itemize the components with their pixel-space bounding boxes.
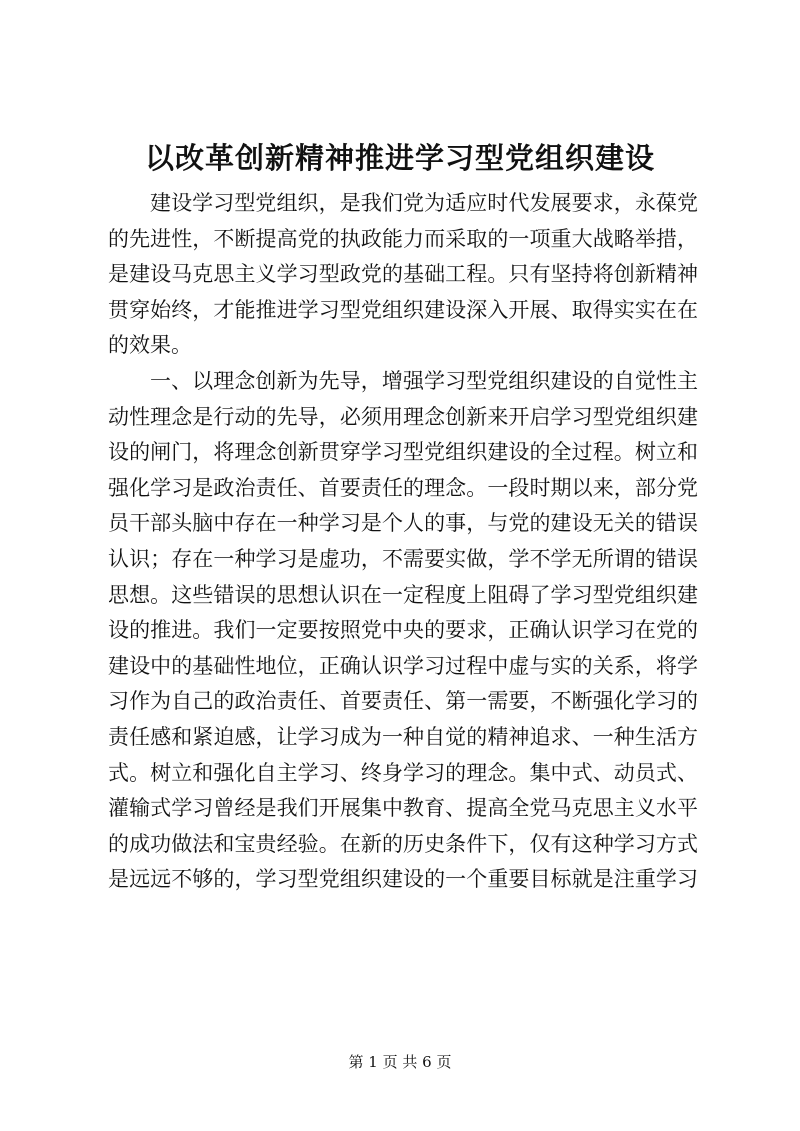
paragraph-2-line-10: 习作为自己的政治责任、首要责任、第一需要，不断强化学习的 bbox=[108, 689, 698, 714]
paragraph-2-line-11: 责任感和紧迫感，让学习成为一种自觉的精神追求、一种生活方 bbox=[108, 724, 698, 749]
paragraph-1-line-4: 贯穿始终，才能推进学习型党组织建设深入开展、取得实实在在 bbox=[108, 297, 698, 322]
paragraph-2-line-1: 一、以理念创新为先导，增强学习型党组织建设的自觉性主 bbox=[150, 368, 698, 393]
page-number-footer: 第 1 页 共 6 页 bbox=[348, 1053, 452, 1071]
paragraph-1-line-1: 建设学习型党组织，是我们党为适应时代发展要求，永葆党 bbox=[150, 191, 698, 215]
paragraph-2-line-4: 强化学习是政治责任、首要责任的理念。一段时期以来，部分党 bbox=[108, 475, 698, 500]
paragraph-2-line-3: 设的闸门，将理念创新贯穿学习型党组织建设的全过程。树立和 bbox=[108, 440, 698, 465]
paragraph-2-line-13: 灌输式学习曾经是我们开展集中教育、提高全党马克思主义水平 bbox=[108, 796, 698, 821]
paragraph-1-line-3: 是建设马克思主义学习型政党的基础工程。只有坚持将创新精神 bbox=[108, 262, 698, 287]
paragraph-2-line-6: 认识；存在一种学习是虚功，不需要实做，学不学无所谓的错误 bbox=[108, 546, 698, 571]
paragraph-2-line-12: 式。树立和强化自主学习、终身学习的理念。集中式、动员式、 bbox=[108, 760, 698, 785]
paragraph-1-line-5: 的效果。 bbox=[108, 333, 192, 358]
paragraph-2-line-2: 动性理念是行动的先导，必须用理念创新来开启学习型党组织建 bbox=[108, 404, 698, 429]
paragraph-2-line-14: 的成功做法和宝贵经验。在新的历史条件下，仅有这种学习方式 bbox=[108, 831, 698, 856]
paragraph-2-line-15: 是远远不够的，学习型党组织建设的一个重要目标就是注重学习 bbox=[108, 867, 698, 892]
paragraph-2-line-9: 建设中的基础性地位，正确认识学习过程中虚与实的关系，将学 bbox=[108, 653, 698, 678]
document-body bbox=[108, 186, 698, 898]
paragraph-2-line-8: 设的推进。我们一定要按照党中央的要求，正确认识学习在党的 bbox=[108, 618, 698, 643]
document-title: 以改革创新精神推进学习型党组织建设 bbox=[144, 141, 655, 175]
paragraph-2-line-5: 员干部头脑中存在一种学习是个人的事，与党的建设无关的错误 bbox=[108, 511, 698, 536]
paragraph-2-line-7: 思想。这些错误的思想认识在一定程度上阻碍了学习型党组织建 bbox=[108, 582, 698, 607]
paragraph-1-line-2: 的先进性，不断提高党的执政能力而采取的一项重大战略举措， bbox=[108, 226, 698, 251]
